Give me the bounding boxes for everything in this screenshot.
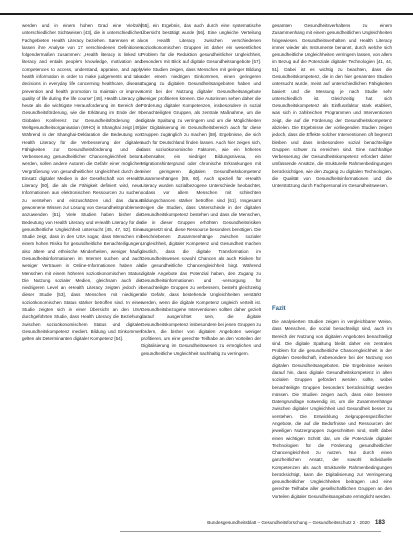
- text-column-3: [272, 22, 392, 189]
- body-paragraph: Die analysierten Studien zeigen in vergleichbarer Weise, dass Menschen, die sozial benachteiligt sind, auch im Bereich der Nutzung von digitalen Angeboten benachteiligt sind. Die digitale Spaltung bleibt daher ein zentrales Problem für die gesundheitliche Chancengleichheit in der digitalen Gesellschaft, insbesondere bei der Nutzung von digitalen Gesundheitsangeboten. Die Ergebnisse weisen darauf hin, dass digitale Gesundheitskompetenz in allen sozialen Gruppen gefördert werden sollte, wobei benachteiligte Gruppen besonders berücksichtigt werden müssen. Die Studien zeigen auch, dass eine bessere Datengrundlage notwendig ist, um die Zusammenhänge zwischen digitaler Ungleichheit und Gesundheit besser zu verstehen. Die Entwicklung zielgruppenspezifischer Angebote, die auf die Bedürfnisse und Ressourcen der jeweiligen Nutzergruppen zugeschnitten sind, stellt dabei einen wichtigen Schritt dar, um die Potenziale digitaler Technologien für die Förderung gesundheitlicher Chancengleichheit zu nutzen. Nur durch einen ganzheitlichen Ansatz, der sowohl individuelle Kompetenzen als auch strukturelle Rahmenbedingungen berücksichtigt, kann die Digitalisierung zur Verringerung gesundheitlicher Ungleichheiten beitragen und eine gerechte Teilhabe aller gesellschaftlichen Gruppen an den Vorteilen digitaler Gesundheitsangebote ermöglicht werden.: [272, 319, 392, 499]
- journal-name: Bundesgesundheitsblatt – Gesundheitsforschung – Gesundheitsschutz 2 · 2020: [207, 520, 370, 525]
- section-heading: Fazit: [272, 306, 286, 312]
- header-rule: [0, 13, 413, 15]
- text-column-2: [141, 22, 261, 357]
- page-footer: [0, 518, 413, 532]
- footer-citation: [207, 520, 385, 526]
- page-number: 183: [374, 520, 385, 526]
- text-column-1: [22, 22, 142, 342]
- body-paragraph: [55], ein Ergebnis, das auch durch eine systematische Übersicht bestätigt wurde [56]. Eine ungleiche Verteilung von Health Literacy zwischen verschiedenen sozioökonomischen Gruppen ist daher ein wesentliches Problem für die Reduktion gesundheitlicher Ungleichheit, besonders mit Blick auf digitale Gesundheitsangebote [57]. Viele Studien zeigen, dass Menschen mit geringer Bildung oder einem niedrigen Einkommen, einen geringeren Zugang zu digitalen Gesundheitsangeboten haben und somit bei der Nutzung digitaler Gesundheitsangebote weniger profitieren können. Die Autorinnen sehen daher die Förderung digitaler Kompetenzen, insbesondere in sozial benachteiligten Gruppen, als zentrale Maßnahme, um die digitale Spaltung zu verringern und um die Möglichkeiten der Digitalisierung im Gesundheitsbereich auch für diese Gruppen zugänglich zu machen [58]. Ergebnisse, die sich auch für Deutschland finden lassen. Auch hier zeigen sich, dass sozioökonomische Faktoren, wie ein höheres Lebensalter, ein niedriger Bildungsniveau, ein Migrationshintergrund oder chronische Erkrankungen mit einer geringeren digitalen Gesundheitskompetenz zusammenhängen [59, 60]. Auch speziell für eHealth Literacy wurden sozialbezogene Unterschiede beobachtet, sodass vor allem Menschen mit schlechten Bildungschancen stärker betroffen sind [61]. Insgesamt zeigen die Studien, dass Unterschiede in der digitalen Gesundheitskompetenz bestehen und dass die Menschen, die in dieser Gruppen erhöhten Gesundheitsrisiken ausgesetzt sind, diese Ressource besonders benötigen. Die beschriebenen Zusammenhänge zwischen sozialer Ungleichheit, digitaler Kompetenz und Gesundheit machen deutlich, dass die digitale Transformation im Gesundheitswesen sowohl Chancen als auch Risiken für die gesundheitliche Chancengleichheit birgt. Während digitale Angebote das Potenzial haben, den Zugang zu Gesundheitsinformationen und -versorgung für benachteiligte Gruppen zu verbessern, besteht gleichzeitig die Gefahr, dass bestehende Ungleichheiten verstärkt werden, wenn die digitale Kompetenz ungleich verteilt ist. Gesundheitsbezogene Interventionen sollten daher gezielt darauf ausgerichtet sein, die digitale Gesundheitskompetenz insbesondere bei jenen Gruppen zu fördern, die bisher von digitalen Angeboten weniger profitieren, um eine gerechte Teilhabe an den Vorteilen der Digitalisierung im Gesundheitswesen zu ermöglichen und gesundheitliche Ungleichheit nachhaltig zu verringern.: [141, 23, 261, 356]
- footer-rule: [120, 531, 381, 532]
- text-column-3-continued: [272, 318, 392, 500]
- body-paragraph: gesamten Gesundheitsverhaltens zu einem Zusammenhang mit einem gesundheitlichen Ungleichheiten hingewiesen. Gesundheitsverhalten und Health Literacy immer wieder als Instrumente benannt, durch welche sich gesundheitliche Ungleichheiten verringern lassen, von allem im Bezug auf die Potenziale digitaler Technologien [41, 44, 51]. Dabei ist es wichtig zu beachten, dass die Gesundheitskompetenz, die in den hier genannten Studien untersucht wurde, meist auf unterschiedlichen Fähigkeiten basiert und die Messung je nach Studie sehr unterschiedlich ist. Gleichzeitig hat sich Gesundheitskompetenz als Einflussfaktor stark etabliert, was sich in zahlreichen Programmen und Interventionen zeigt, die auf die Förderung der Gesundheitskompetenz abzielen. Die Ergebnisse der vorliegenden Studien zeigen jedoch, dass die Effekte solcher Interventionen oft begrenzt bleiben und dass insbesondere sozial benachteiligte Gruppen schwer zu erreichen sind. Eine nachhaltige Verbesserung der Gesundheitskompetenz erfordert daher umfassende Ansätze, die strukturelle Rahmenbedingungen berücksichtigen, wie den Zugang zu digitalen Technologien, die Qualität von Gesundheitsinformationen und die Unterstützung durch Fachpersonal im Gesundheitswesen.: [272, 23, 392, 189]
- body-paragraph: werden und in einem hohen Grad eine Vielzahl unterschiedlicher Sichtweisen [43], die in unterschiedlichen Fachgebieten Health Literacy beziehen. Sørensen et al. lassen ihre Analyse von 17 verschiedenen Definitionen folgendermaßen zusammen: „Health literacy is linked to literacy and entails people's knowledge, motivation and competences to access, understand, appraise, and apply health information in order to make judgements and take decisions in everyday life concerning healthcare, disease prevention and health promotion to maintain or improve quality of life during the life course“ [48]. Health Literacy gilt heute als die wichtigste Herausforderung im Bereich der Gesundheitsförderung, wie die Erklärung im Ende der 9. Globalen Konferenz zur Gesundheitsförderung der Weltgesundheitsorganisation (WHO) in Shanghai zeigt [49]. Während in der Shanghai-Deklaration die Bedeutung von Health Literacy für die Verbesserung der digitalen Fähigkeiten zur Gesundheitsförderung und die Verbesserung gesundheitlicher Chancengleichheit betont werden, sollen andere Autoren die Gefahr einer möglichen Vergrößerung von gesundheitlicher Ungleichheit durch den Einsatz digitaler Medien in der Gesellschaft von eHealth Literacy [50], die als die Fähigkeit definiert wird, neue Informationen aus elektronischen Ressourcen zu suchen, zu verstehen und einzuschätzen und das daraus gewonnene Wissen zur Lösung von Gesundheitsproblemen anzuwenden [51]. Viele Studien haben bisher die Bedeutung von Health Literacy und eHealth Literacy für die gesundheitliche Ungleichheit untersucht [45, 47, 52]. Eine Studie zeigt, dass in den USA sogar, dass Menschen mit einem hohen Risiko für gesundheitliche Benachteiligungen, also ältere und ethnische Minderheiten, weniger häufig Gesundheitsinformationen im Internet suchen und auch weniger Vertrauen in Online-Informationen haben als Menschen mit einem höheren sozioökonomischen Status. Die Nutzung sozialer Medien, gleichsam auch die niedrigeren Level an eHealth Literacy zeigten jedoch in dieser Studie [53], dass Menschen mit niedrigem sozioökonomischen Status stärker betroffen sind. In einer Studie zeigten sich in einer Übersicht an den USA durchgeführten Studie, dass Health Literacy die Beziehung zwischen sozioökonomischem Status und digitaler Gesundheitskompetenz mediert. Bildung und Einkommen gelten als Determinanten digitaler Kompetenz [54].: [22, 23, 142, 342]
